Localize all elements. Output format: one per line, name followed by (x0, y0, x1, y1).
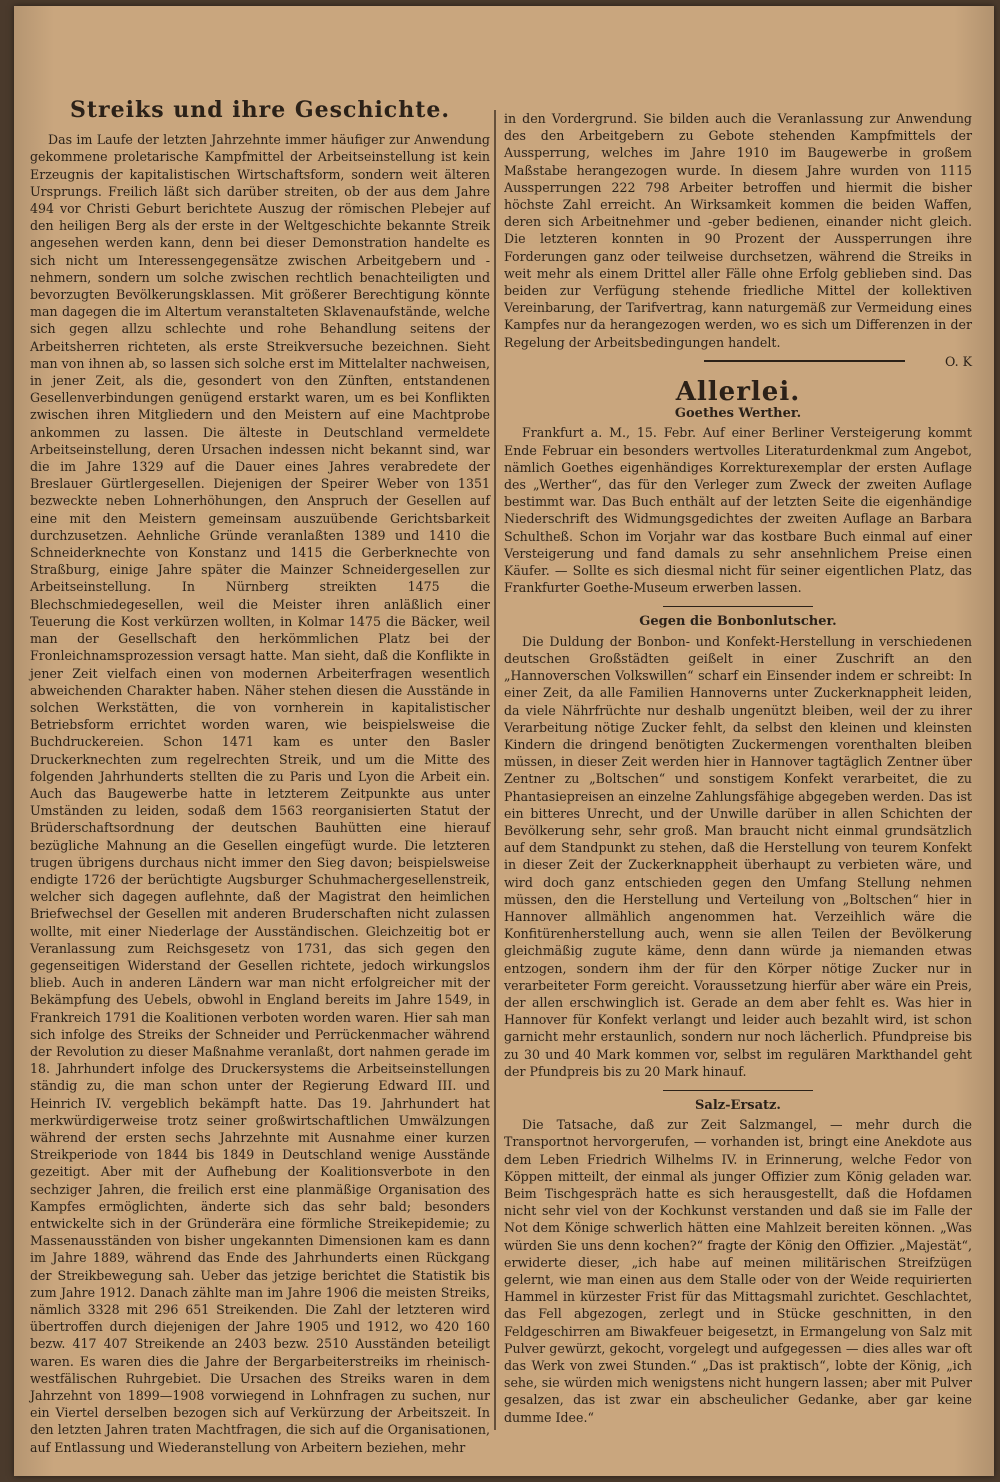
right-column (504, 110, 972, 1426)
item-body-bonbon: Die Duldung der Bonbon- und Konfekt-Herstellung in verschiedenen deutschen Großstädten geißelt in einer Zuschrift an den „Hannoverschen Volkswillen“ scharf ein Einsender indem er schreibt: In einer Zeit, da alle Familien Hannoverns unter Zuckerknappheit leiden, da viele Nährfrüchte nur deshalb ungenützt bleiben, weil der zu ihrer Verarbeitung nötige Zucker fehlt, da selbst den kleinen und kleinsten Kindern die dringend benötigten Zuckermengen vorenthalten bleiben müssen, in dieser Zeit werden hier in Hannover tagtäglich Zentner über Zentner zu „Boltschen“ und sonstigem Konfekt verarbeitet, die zu Phantasiepreisen an einzelne Zahlungsfähige abgegeben werden. Das ist ein bitteres Unrecht, und der Unwille darüber in allen Schichten der Bevölkerung sehr, sehr groß. Man braucht nicht einmal grundsätzlich auf dem Standpunkt zu stehen, daß die Herstellung von teurem Konfekt in dieser Zeit der Zuckerknappheit überhaupt zu verbieten wäre, und wird doch ganz entschieden gegen den Umfang Stellung nehmen müssen, den die Herstellung und Verteilung von „Boltschen“ hier in Hannover allmählich angenommen hat. Verzeihlich wäre die Konfitürenherstellung auch, wenn sie allen Teilen der Bevölkerung gleichmäßig zugute käme, denn dann würde ja niemanden etwas entzogen, sondern ihm der für den Körper nötige Zucker nur in verarbeiteter Form gereicht. Voraussetzung hierfür aber wäre ein Preis, der allen erschwinglich ist. Gerade an dem aber fehlt es. Was hier in Hannover für Konfekt verlangt und leider auch bezahlt wird, ist schon garnicht mehr erstaunlich, sondern nur noch lächerlich. Pfundpreise bis zu 30 und 40 Mark kommen vor, selbst im regulären Markthandel geht der Pfundpreis bis zu 20 Mark hinauf. (504, 633, 972, 1079)
item-body-werther: Frankfurt a. M., 15. Febr. Auf einer Berliner Versteigerung kommt Ende Februar ein besonders wertvolles Literaturdenkmal zum Angebot, nämlich Goethes eigenhändiges Korrekturexemplar der ersten Auflage des „Werther“, das für den Verleger zum Zweck der zweiten Auflage bestimmt war. Das Buch enthält auf der letzten Seite die eigenhändige Niederschrift des Widmungsgedichtes der zweiten Auflage an Barbara Schultheß. Schon im Vorjahr war das kostbare Buch einmal auf einer Versteigerung und fand damals zu sehr ansehnlichem Preise einen Käufer. — Sollte es sich diesmal nicht für seiner eigentlichen Platz, das Frankfurter Goethe-Museum erwerben lassen. (504, 425, 972, 596)
section-title: Allerlei. (675, 377, 801, 408)
article-continuation: in den Vordergrund. Sie bilden auch die Veranlassung zur Anwendung des den Arbeitgebern zu Gebote stehenden Kampfmittels der Aussperrung, welches im Jahre 1910 im Baugewerbe in großem Maßstabe herangezogen wurde. In diesem Jahre wurden von 1115 Aussperrungen 222 798 Arbeiter betroffen und hiermit die bisher höchste Zahl erreicht. An Wirksamkeit kommen die beiden Waffen, deren sich Arbeitnehmer und -geber bedienen, einander nicht gleich. Die letzteren konnten in 90 Prozent der Aussperrungen ihre Forderungen ganz oder teilweise durchsetzen, während die Streiks in weit mehr als einem Drittel aller Fälle ohne Erfolg geblieben sind. Das beiden zur Verfügung stehende friedliche Mittel der kollektiven Vereinbarung, der Tarifvertrag, kann naturgemäß zur Vermeidung eines Kampfes nur da herangezogen werden, wo es sich um Differenzen in der Regelung der Arbeitsbedingungen handelt. (504, 111, 972, 350)
article-title: Streiks und ihre Geschichte. (69, 97, 451, 123)
item-title-bonbon: Gegen die Bonbonlutscher. (639, 614, 837, 630)
article-body: Das im Laufe der letzten Jahrzehnte immer häufiger zur Anwendung gekommene proletarische Kampfmittel der Arbeitseinstellung ist kein Erzeugnis der kapitalistischen Wirtschaftsform, sondern weit älteren Ursprungs. Freilich läßt sich darüber streiten, ob der aus dem Jahre 494 vor Christi Geburt berichtete Auszug der römischen Plebejer auf den heiligen Berg als der erste in der Weltgeschichte bekannte Streik angesehen werden kann, denn bei dieser Demonstration handelte es sich nicht um Interessengegensätze zwischen Arbeitgebern und -nehmern, sondern um solche zwischen rechtlich benachteiligten und bevorzugten Bevölkerungsklassen. Mit größerer Berechtigung könnte man dagegen die im Altertum veranstalteten Sklavenaufstände, welche sich gegen allzu schlechte und rohe Behandlung seitens der Arbeitsherren richteten, als erste Streikversuche bezeichnen. Sieht man von ihnen ab, so lassen sich solche erst im Mittelalter nachweisen, in jener Zeit, als die, gesondert von den Zünften, entstandenen Gesellenverbindungen genügend erstarkt waren, um es bei Konflikten zwischen ihren Mitgliedern und den Meistern auf eine Machtprobe ankommen zu lassen. Die älteste in Deutschland vermeldete Arbeitseinstellung, deren Ursachen indessen nicht bekannt sind, war die im Jahre 1329 auf die Dauer eines Jahres verabredete der Breslauer Gürtlergesellen. Diejenigen der Speirer Weber von 1351 bezweckte neben Lohnerhöhungen, den Anspruch der Gesellen auf eine mit den Meistern gemeinsam auszuübende Gerichtsbarkeit durchzusetzen. Aehnliche Gründe veranlaßten 1389 und 1410 die Schneiderknechte von Konstanz und 1415 die Gerberknechte von Straßburg, einige Jahre später die Mainzer Schneidergesellen zur Arbeitseinstellung. In Nürnberg streikten 1475 die Blechschmiedegesellen, weil die Meister ihren anläßlich einer Teuerung die Kost verkürzen wollten, in Kolmar 1475 die Bäcker, weil man der Gesellschaft den herkömmlichen Platz bei der Fronleichnamsprozession versagt hatte. Man sieht, daß die Konflikte in jener Zeit vielfach einen von modernen Arbeiterfragen wesentlich abweichenden Charakter haben. Näher stehen diesen die Ausstände in solchen Werkstätten, die von vornherein in kapitalistischer Betriebsform errichtet worden waren, wie beispielsweise die Buchdruckereien. Schon 1471 kam es unter den Basler Druckerknechten zum regelrechten Streik, und um die Mitte des folgenden Jahrhunderts stellten die zu Paris und Lyon die Arbeit ein. Auch das Baugewerbe hatte in letzterem Zeitpunkte aus unter Umständen zu leiden, sodaß dem 1563 reorganisierten Statut der Brüderschaftsordnung der deutschen Bauhütten eine hierauf bezügliche Mahnung an die Gesellen eingefügt wurde. Die letzteren trugen übrigens durchaus nicht immer den Sieg davon; beispielsweise endigte 1726 der berüchtigte Augsburger Schuhmachergesellenstreik, welcher sich dagegen auflehnte, daß der Magistrat den heimlichen Briefwechsel der Gesellen mit anderen Bruderschaften nicht zulassen wollte, mit einer Niederlage der Ausständischen. Gleichzeitig bot er Veranlassung zum Reichsgesetz von 1731, das sich gegen den gegenseitigen Widerstand der Gesellen richtete, jedoch wirkungslos blieb. Auch in anderen Ländern war man nicht erfolgreicher mit der Bekämpfung des Uebels, obwohl in England bereits im Jahre 1549, in Frankreich 1791 die Koalitionen verboten worden waren. Hier sah man sich infolge des Streiks der Schneider und Perrückenmacher während der Revolution zu dieser Maßnahme veranlaßt, dort nahmen gerade im 18. Jahrhundert infolge des Druckersystems die Arbeitseinstellungen ständig zu, die man schon unter der Regierung Edward III. und Heinrich IV. vergeblich bekämpft hatte. Das 19. Jahrhundert hat merkwürdigerweise trotz seiner großwirtschaftlichen Umwälzungen während der ersten sechs Jahrzehnte mit Ausnahme einer kurzen Streikperiode von 1844 bis 1849 in Deutschland wenige Ausstände gezeitigt. Aber mit der Aufhebung der Koalitionsverbote in den sechziger Jahren, die freilich erst eine planmäßige Organisation des Kampfes ermöglichten, änderte sich das sehr bald; besonders entwickelte sich in der Gründerära eine förmliche Streikepidemie; zu Massenausständen von bisher ungekannten Dimensionen kam es dann im Jahre 1889, während das Ende des Jahrhunderts einen Rückgang der Streikbewegung sah. Ueber das jetzige berichtet die Statistik bis zum Jahre 1912. Danach zählte man im Jahre 1906 die meisten Streiks, nämlich 3328 mit 296 651 Streikenden. Die Zahl der letzteren wird übertroffen durch diejenigen der Jahre 1905 und 1912, wo 420 160 bezw. 417 407 Streikende an 2403 bezw. 2510 Ausständen beteiligt waren. Es waren dies die Jahre der Bergarbeiterstreiks im rheinisch-westfälischen Ruhrgebiet. Die Ursachen des Streiks waren in dem Jahrzehnt von 1899—1908 vorwiegend in Lohnfragen zu suchen, nur ein Viertel derselben bezogen sich auf Verkürzung der Arbeitszeit. In den letzten Jahren traten Machtfragen, die sich auf die Organisationen, auf Entlassung und Wiederanstellung von Arbeitern beziehen, mehr (30, 132, 490, 1455)
item-divider (663, 1090, 813, 1091)
signature-rule (704, 360, 905, 362)
item-title-salz: Salz-Ersatz. (695, 1097, 781, 1113)
left-column (30, 97, 490, 1456)
item-title-werther: Goethes Werther. (674, 406, 802, 422)
item-divider (663, 606, 813, 607)
article-signature: O. K (944, 353, 972, 369)
column-divider (494, 110, 496, 1430)
signature-line (504, 353, 972, 370)
newspaper-page (14, 6, 994, 1476)
item-body-salz: Die Tatsache, daß zur Zeit Salzmangel, — mehr durch die Transportnot hervorgerufen, — vorhanden ist, bringt eine Anekdote aus dem Leben Friedrich Wilhelms IV. in Erinnerung, welche Fedor von Köppen mitteilt, der einmal als junger Offizier zum König geladen war. Beim Tischgespräch hatte es sich herausgestellt, daß die Hofdamen nicht sehr viel von der Kochkunst verstanden und daß sie im Falle der Not dem Könige schwerlich hätten eine Mahlzeit bereiten können. „Was würden Sie uns denn kochen?“ fragte der König den Offizier. „Majestät“, erwiderte dieser, „ich habe auf meinen militärischen Streifzügen gelernt, wie man einen aus dem Stalle oder von der Weide requirierten Hammel in kürzester Frist für das Mittagsmahl zurichtet. Geschlachtet, das Fell abgezogen, zerlegt und in Stücke geschnitten, in den Feldgeschirren am Biwakfeuer beigesetzt, in Ermangelung von Salz mit Pulver gewürzt, gekocht, vorgelegt und aufgegessen — dies alles war oft das Werk von zwei Stunden.“ „Das ist praktisch“, lobte der König, „ich sehe, sie würden mich wenigstens nicht hungern lassen; aber mit Pulver gesalzen, das ist zwar ein abscheulicher Gedanke, aber gar keine dumme Idee.“ (504, 1117, 972, 1425)
